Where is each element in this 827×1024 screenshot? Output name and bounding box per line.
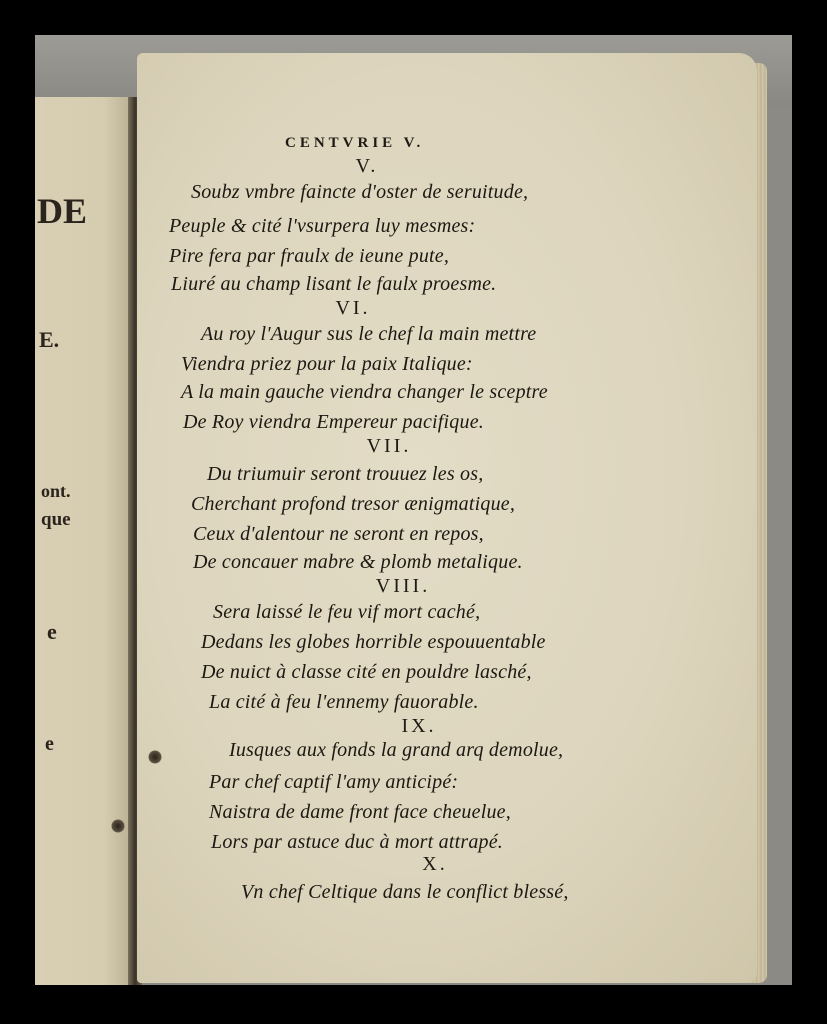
verse-line: Sera laissé le feu vif mort caché,	[213, 601, 481, 623]
quatrain-number: IX.	[401, 715, 437, 737]
verse-line: Dedans les globes horrible espouuentable	[201, 631, 546, 653]
verse-line: La cité à feu l'ennemy fauorable.	[209, 691, 479, 713]
verse-line: Du triumuir seront trouuez les os,	[207, 463, 484, 485]
verse-line: Soubz vmbre faincte d'oster de seruitude,	[191, 181, 529, 203]
left-page-fragment: que	[41, 509, 71, 530]
verse-line: De nuict à classe cité en pouldre lasché,	[201, 661, 532, 683]
verse-line: Ceux d'alentour ne seront en repos,	[193, 523, 484, 545]
verse-line: Viendra priez pour la paix Italique:	[181, 353, 473, 375]
left-page-fragment: DE	[37, 191, 88, 231]
scanned-book-photo	[35, 35, 792, 985]
verse-line: Par chef captif l'amy anticipé:	[209, 771, 459, 793]
quatrain-number: VII.	[366, 435, 412, 457]
left-page	[35, 97, 133, 985]
quatrain-number: VIII.	[375, 575, 431, 597]
running-head: CENTVRIE V.	[285, 135, 425, 151]
verse-line: Lors par astuce duc à mort attrapé.	[211, 831, 503, 853]
worm-hole	[111, 819, 125, 833]
worm-hole	[148, 750, 162, 764]
quatrain-number: X.	[422, 853, 448, 875]
verse-line: Cherchant profond tresor ænigmatique,	[191, 493, 516, 515]
quatrain-number: V.	[355, 155, 379, 177]
verse-line: De concauer mabre & plomb metalique.	[193, 551, 523, 573]
quatrain-number: VI.	[335, 297, 371, 319]
verse-line: Peuple & cité l'vsurpera luy mesmes:	[169, 215, 476, 237]
left-page-fragment: E.	[39, 327, 60, 352]
verse-line: Pire fera par fraulx de ieune pute,	[169, 245, 450, 267]
verse-line: Vn chef Celtique dans le conflict blessé,	[241, 881, 569, 903]
verse-line: Liuré au champ lisant le faulx proesme.	[171, 273, 497, 295]
left-page-fragment: e	[47, 619, 57, 644]
left-page-fragment: ont.	[41, 481, 71, 501]
verse-line: Iusques aux fonds la grand arq demolue,	[229, 739, 564, 761]
verse-line: Au roy l'Augur sus le chef la main mettre	[201, 323, 537, 345]
left-page-fragment: e	[45, 733, 54, 755]
verse-line: A la main gauche viendra changer le sceptre	[181, 381, 548, 403]
verse-line: De Roy viendra Empereur pacifique.	[183, 411, 484, 433]
verse-line: Naistra de dame front face cheuelue,	[209, 801, 511, 823]
